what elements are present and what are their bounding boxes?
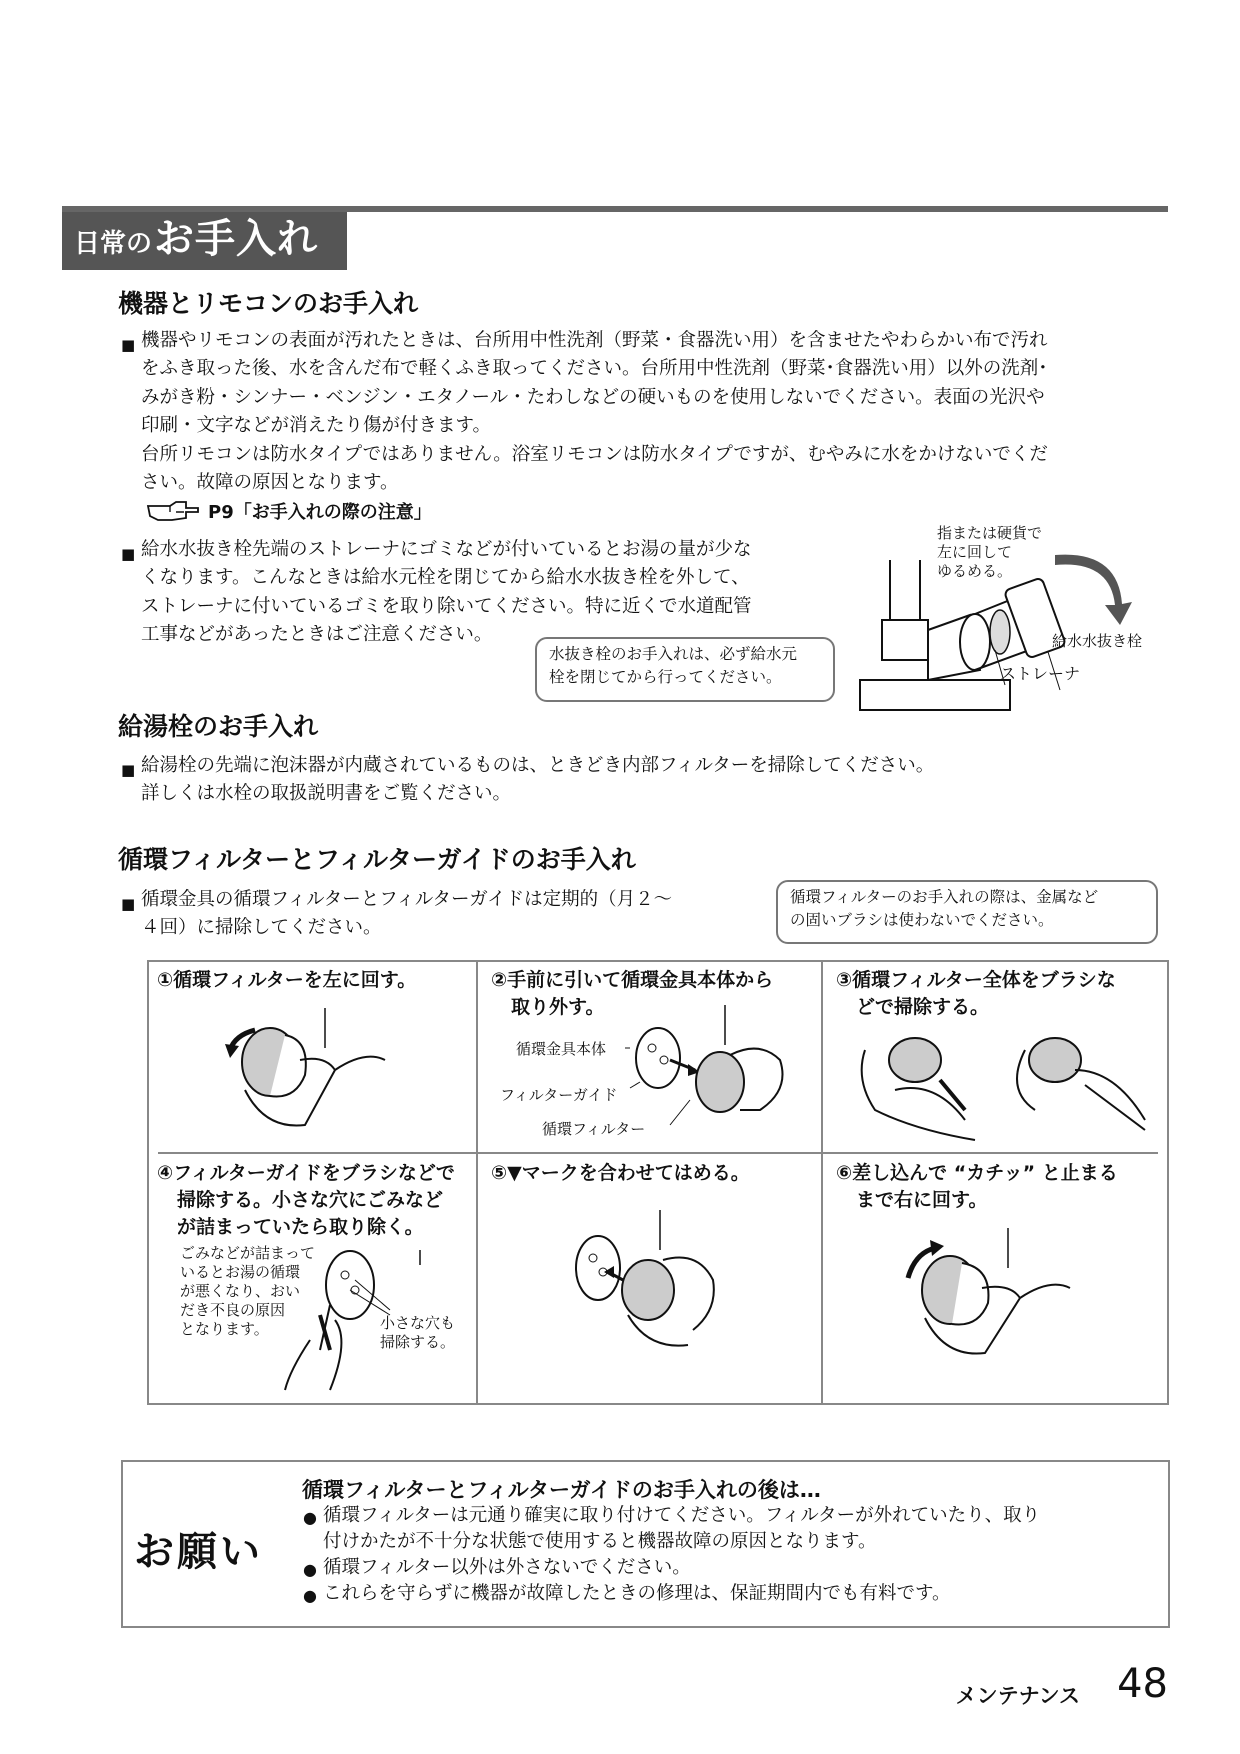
text-line: くなります。こんなときは給水元栓を閉じてから給水水抜き栓を外して、 — [141, 567, 750, 589]
header-small: 日常の — [74, 229, 153, 259]
caption-line: が詰まっていたら取り除く。 — [177, 1216, 424, 1238]
text-line: 印刷・文字などが消えたり傷が付きます。 — [141, 415, 492, 437]
caption-line: まで右に回す。 — [856, 1189, 988, 1211]
note-line: が悪くなり、おい — [180, 1282, 301, 1300]
request-item-2 — [323, 1555, 691, 1581]
request-line: 付けかたが不十分な状態で使用すると機器故障の原因となります。 — [323, 1531, 877, 1552]
step-6-illustration — [900, 1228, 1080, 1358]
note-line: ごみなどが詰まって — [180, 1244, 316, 1262]
section1-para2 — [141, 536, 752, 650]
step-3-illustration — [855, 1030, 1155, 1140]
note-line: の固いブラシは使わないでください。 — [790, 911, 1054, 929]
text-line: さい。故障の原因となります。 — [141, 472, 399, 494]
note-line: 栓を閉じてから行ってください。 — [549, 668, 782, 686]
caption-line: ③循環フィルター全体をブラシな — [836, 969, 1116, 991]
label-filter: 循環フィルター — [542, 1120, 646, 1138]
label-filter-guide: フィルターガイド — [500, 1086, 618, 1104]
note-line: となります。 — [180, 1320, 269, 1338]
bullet-square: ■ — [121, 545, 136, 563]
caption-line: 取り外す。 — [511, 996, 605, 1018]
request-line: これらを守らずに機器が故障したときの修理は、保証期間内でも有料です。 — [323, 1583, 951, 1604]
label-line: 掃除する。 — [380, 1333, 456, 1351]
bullet-dot: ● — [303, 1586, 317, 1605]
text-line: 給水水抜き栓先端のストレーナにゴミなどが付いているとお湯の量が少な — [141, 539, 752, 560]
bullet-square: ■ — [121, 336, 136, 354]
section2-para — [141, 752, 934, 809]
text-line: 循環金具の循環フィルターとフィルターガイドは定期的（月２～ — [141, 889, 673, 910]
text-line: をふき取った後、水を含んだ布で軽くふき取ってください。台所用中性洗剤（野菜･食器洗い用）以外の洗剤･ — [141, 358, 1048, 380]
caption-line: どで掃除する。 — [856, 996, 990, 1018]
text-line: ストレーナに付いているゴミを取り除いてください。特に近くで水道配管 — [141, 595, 752, 617]
page-number: 48 — [1117, 1661, 1168, 1707]
text-line: 工事などがあったときはご注意ください。 — [141, 624, 493, 646]
text-line: 台所リモコンは防水タイプではありません。浴室リモコンは防水タイプですが、むやみに水をかけないでくだ — [141, 443, 1048, 465]
label-fitting-body: 循環金具本体 — [516, 1040, 607, 1058]
step-6-caption — [836, 1160, 1118, 1214]
step-1-illustration — [225, 1000, 385, 1130]
step-4-illustration — [290, 1240, 440, 1390]
bullet-square: ■ — [121, 761, 136, 779]
grid-divider — [821, 960, 823, 1405]
header-large: お手入れ — [154, 216, 319, 262]
request-item-3 — [323, 1581, 951, 1607]
note-line: 循環フィルターのお手入れの際は、金属など — [790, 888, 1099, 906]
request-line: 循環フィルター以外は外さないでください。 — [323, 1557, 691, 1578]
caption-line: ⑤▼マークを合わせてはめる。 — [491, 1162, 750, 1184]
step-2-illustration — [630, 1000, 800, 1140]
text-line: 機器やリモコンの表面が汚れたときは、台所用中性洗剤（野菜・食器洗い用）を含ませたやわらかい布で汚れ — [141, 330, 1048, 351]
step-5-illustration — [568, 1210, 738, 1350]
drain-plug-label: 給水水抜き栓 — [1052, 632, 1143, 650]
section3-para — [141, 886, 672, 943]
caption-line: ④フィルターガイドをブラシなどで — [157, 1162, 455, 1184]
step-4-caption — [157, 1160, 455, 1241]
text-line: 詳しくは水栓の取扱説明書をご覧ください。 — [141, 783, 512, 805]
footer-section-label: メンテナンス — [955, 1684, 1080, 1708]
caption-line: ⑥差し込んで “カチッ” と止まる — [836, 1162, 1118, 1184]
request-line: 循環フィルターは元通り確実に取り付けてください。フィルターが外れていたり、取り — [323, 1505, 1041, 1526]
label-line: 指または硬貨で — [937, 524, 1043, 542]
request-heading: 循環フィルターとフィルターガイドのお手入れの後は… — [302, 1478, 821, 1502]
strainer-label: ストレーナ — [1000, 664, 1081, 683]
pointing-hand-icon — [146, 498, 200, 524]
label-line: 左に回して — [937, 543, 1013, 561]
bullet-dot: ● — [303, 1560, 317, 1579]
reference-text: P9「お手入れの際の注意」 — [208, 502, 432, 523]
grid-divider — [158, 1152, 1158, 1154]
drain-plug-turn-label — [937, 524, 1042, 581]
section1-para1 — [141, 327, 1048, 497]
text-line: ４回）に掃除してください。 — [141, 917, 382, 939]
text-line: 給湯栓の先端に泡沫器が内蔵されているものは、ときどき内部フィルターを掃除してください。 — [141, 755, 935, 776]
label-line: 小さな穴も — [380, 1314, 456, 1332]
section2-title: 給湯栓のお手入れ — [118, 712, 319, 741]
note-line: 水抜き栓のお手入れは、必ず給水元 — [549, 645, 798, 663]
section1-title: 機器とリモコンのお手入れ — [118, 289, 419, 318]
section3-title: 循環フィルターとフィルターガイドのお手入れ — [118, 845, 636, 874]
note-line: だき不良の原因 — [180, 1301, 286, 1319]
request-title: お願い — [134, 1529, 263, 1575]
caption-line: ②手前に引いて循環金具本体から — [491, 969, 774, 991]
caption-line: 掃除する。小さな穴にごみなど — [177, 1189, 444, 1211]
text-line: みがき粉・シンナー・ベンジン・エタノール・たわしなどの硬いものを使用しないでください。表面の光沢や — [141, 386, 1045, 408]
section-header-tab — [62, 212, 347, 270]
step-1-caption — [157, 967, 416, 994]
drain-plug-note — [535, 637, 835, 702]
bullet-square: ■ — [121, 895, 136, 913]
brush-note — [776, 880, 1158, 944]
page-reference — [146, 498, 432, 524]
note-line: いるとお湯の循環 — [180, 1263, 301, 1281]
caption-line: ①循環フィルターを左に回す。 — [157, 969, 417, 991]
label-line: ゆるめる。 — [937, 562, 1013, 580]
request-item-1 — [323, 1503, 1040, 1555]
step-3-caption — [836, 967, 1116, 1021]
grid-divider — [476, 960, 478, 1405]
step-5-caption — [491, 1160, 750, 1187]
bullet-dot: ● — [303, 1508, 317, 1527]
